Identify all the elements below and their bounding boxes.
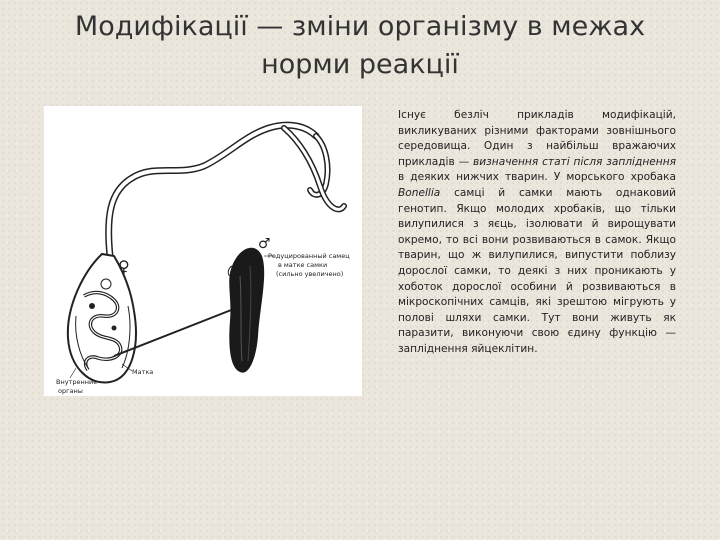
body-emphasis-sex-determination: визначення статі після запліднення [473,155,676,168]
body-text-part-1: Існує безліч прикладів модифікацій, викликуваних різними факторами зовнішнього середовища. Один з найбільш вражаючих прикладів — [398,109,676,168]
label-male-line-2: в матке самки [278,261,328,269]
female-symbol: ♀ [118,257,130,276]
label-uterus: Матка [132,368,154,376]
male-worm [228,248,264,373]
slide-title-line-1: Модифікації — зміни організму в межах [74,11,646,42]
body-emphasis-bonellia: Bonellia [398,186,441,199]
male-symbol: ♂ [258,236,271,252]
label-male-line-1: Редуцированный самец [268,252,350,260]
bonellia-illustration [44,106,362,396]
bonellia-drawing [44,106,362,396]
organ-leader-line [70,368,76,378]
label-organs-line-1: Внутренние [56,378,98,386]
slide-title-line-2: норми реакції [261,49,459,80]
label-male-line-3: (сильно увеличено) [276,270,344,278]
slide-title [40,8,680,84]
body-paragraph [398,108,676,358]
female-proboscis [109,125,344,256]
body-text-part-3: самці й самки мають однаковий генотип. Якщо молодих хробаків, що тільки вилупилися з яєць, ізолювати й вирощувати окремо, то всі вони розвиваються в самок. Якщо тварин, що ж вилупилися, випустити поблизу дорослої самки, то деякі з них проникають у хоботок дорослої особини й розвиваються в мікроскопічних самців, які зрештою мігрують у полові шляхи самки. Тут вони живуть як паразити, виконуючи свою єдину функцію — запліднення яйцеклітин. [398,186,676,355]
label-organs-line-2: органы [58,387,83,395]
body-text-part-2: в деяких нижчих тварин. У морського хробака [398,171,676,184]
